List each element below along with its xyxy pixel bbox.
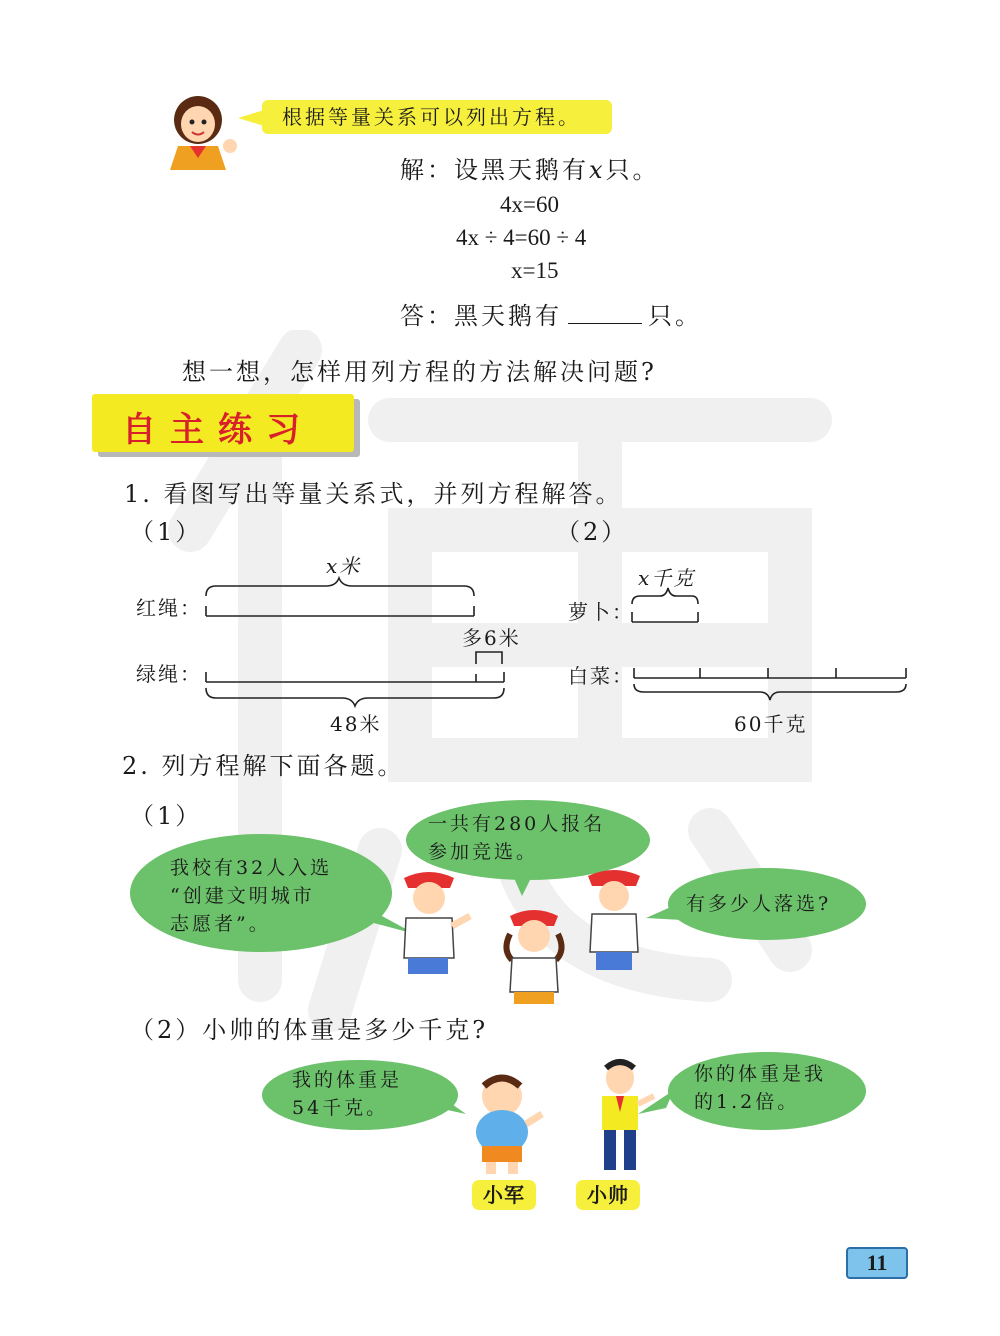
q1-part2-label: （2） [556, 518, 629, 546]
q2-part1-label: （1） [130, 802, 203, 830]
equation-3: x=15 [511, 258, 559, 283]
hint-bubble: 根据等量关系可以列出方程。 [262, 100, 612, 134]
speech-bubble-xiaojun: 我的体重是 54千克。 [262, 1060, 458, 1130]
cabbage-label: 白菜： [568, 664, 634, 688]
girl-illustration-middle [488, 904, 580, 1004]
boy-illustration-left [384, 866, 474, 976]
total-length-label: 48米 [330, 712, 382, 736]
rope-diagram [196, 576, 516, 710]
equation-2: 4x ÷ 4=60 ÷ 4 [456, 225, 587, 250]
q2-part2-label: （2）小帅的体重是多少千克? [130, 1016, 489, 1044]
q2-title: 2. 列方程解下面各题。 [122, 752, 405, 780]
boy-illustration-right [574, 864, 654, 972]
name-tag-xiaojun: 小军 [472, 1180, 536, 1210]
red-rope-label: 红绳： [136, 596, 202, 620]
think-prompt: 想一想，怎样用列方程的方法解决问题? [182, 358, 657, 386]
speech-bubble-32: 我校有32人入选 “创建文明城市 志愿者”。 [130, 834, 392, 952]
cabbage-total-label: 60千克 [734, 712, 808, 736]
section-title: 自主练习 [122, 410, 314, 450]
speech-bubble-question: 有多少人落选? [668, 868, 866, 940]
girl-illustration [164, 92, 244, 172]
q1-part1-label: （1） [130, 518, 203, 546]
extra-length-label: 多6米 [462, 626, 521, 650]
vegetable-diagram [626, 586, 916, 710]
page-number: 11 [846, 1247, 908, 1279]
answer-line: 答：黑天鹅有 只。 [400, 302, 702, 330]
solution-line: 解：设黑天鹅有x只。 [400, 156, 660, 184]
green-rope-label: 绿绳： [136, 662, 202, 686]
xiaoshuai-illustration [588, 1056, 658, 1180]
xiaojun-illustration [462, 1068, 546, 1180]
rope-top-label: x米 [326, 554, 362, 578]
hint-bubble-tail [238, 110, 264, 126]
q1-title: 1. 看图写出等量关系式，并列方程解答。 [124, 480, 623, 508]
radish-label: 萝卜： [568, 600, 634, 624]
speech-bubble-280: 一共有280人报名 参加竞选。 [406, 800, 650, 880]
radish-top-label: x千克 [638, 566, 696, 590]
name-tag-xiaoshuai: 小帅 [576, 1180, 640, 1210]
equation-1: 4x=60 [500, 192, 559, 217]
speech-bubble-xiaoshuai: 你的体重是我 的1.2倍。 [668, 1052, 866, 1130]
